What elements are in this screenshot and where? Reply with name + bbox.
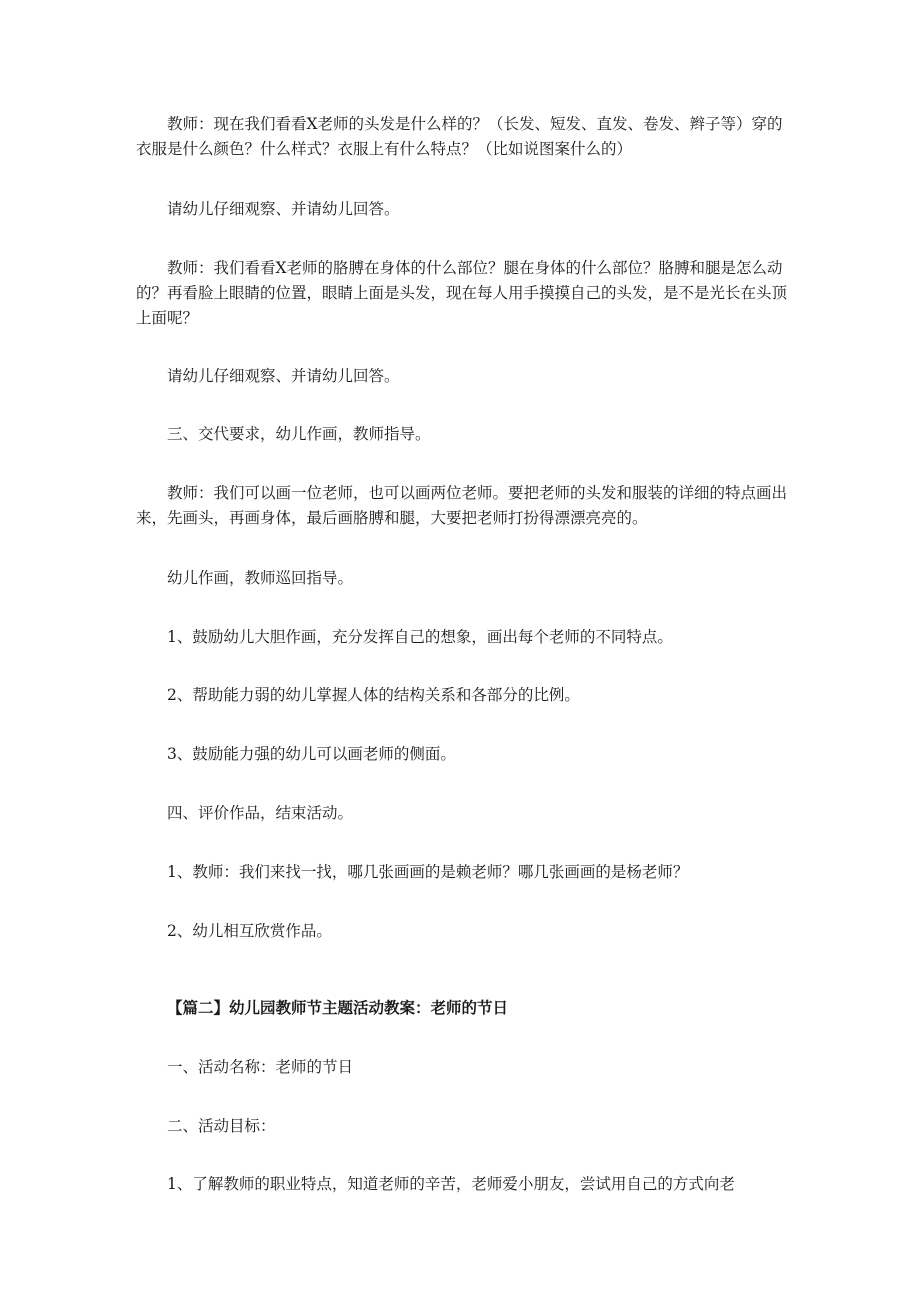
paragraph-teacher-instructions: 教师：我们可以画一位老师，也可以画两位老师。要把老师的头发和服装的详细的特点画出来，先画头，再画身体，最后画胳膊和腿，大要把老师打扮得漂漂亮亮的。 (136, 484, 788, 527)
article-two-title: 【篇二】幼儿园教师节主题活动教案：老师的节日 (167, 998, 509, 1017)
section-heading-three: 三、交代要求，幼儿作画，教师指导。 (167, 425, 431, 443)
activity-name: 一、活动名称：老师的节日 (167, 1058, 354, 1076)
goal-item-one: 1、了解教师的职业特点，知道老师的辛苦，老师爱小朋友，尝试用自己的方式向老 (167, 1175, 735, 1193)
list-item-help-weak: 2、帮助能力弱的幼儿掌握人体的结构关系和各部分的比例。 (167, 686, 580, 704)
list-item-encourage-strong: 3、鼓励能力强的幼儿可以画老师的侧面。 (167, 745, 456, 763)
paragraph-teacher-hair: 教师：现在我们看看X老师的头发是什么样的？（长发、短发、直发、卷发、辫子等）穿的衣服是什么颜色？什么样式？衣服上有什么特点？（比如说图案什么的） (136, 115, 783, 158)
section-heading-four: 四、评价作品，结束活动。 (167, 804, 354, 822)
list-item-encourage-bold: 1、鼓励幼儿大胆作画，充分发挥自己的想象，画出每个老师的不同特点。 (167, 628, 673, 646)
paragraph-observe-answer-1: 请幼儿仔细观察、并请幼儿回答。 (167, 200, 400, 218)
list-item-find-teacher: 1、教师：我们来找一找，哪几张画画的是赖老师？哪几张画画的是杨老师？ (167, 863, 689, 881)
list-item-appreciate-works: 2、幼儿相互欣赏作品。 (167, 922, 332, 940)
paragraph-children-drawing: 幼儿作画，教师巡回指导。 (167, 569, 354, 587)
paragraph-observe-answer-2: 请幼儿仔细观察、并请幼儿回答。 (167, 367, 400, 385)
activity-goals-heading: 二、活动目标： (167, 1117, 276, 1135)
paragraph-teacher-arms-legs: 教师：我们看看X老师的胳膊在身体的什么部位？腿在身体的什么部位？胳膊和腿是怎么动的？再看脸上眼睛的位置，眼睛上面是头发，现在每人用手摸摸自己的头发，是不是光长在头顶上面呢？ (136, 259, 788, 327)
